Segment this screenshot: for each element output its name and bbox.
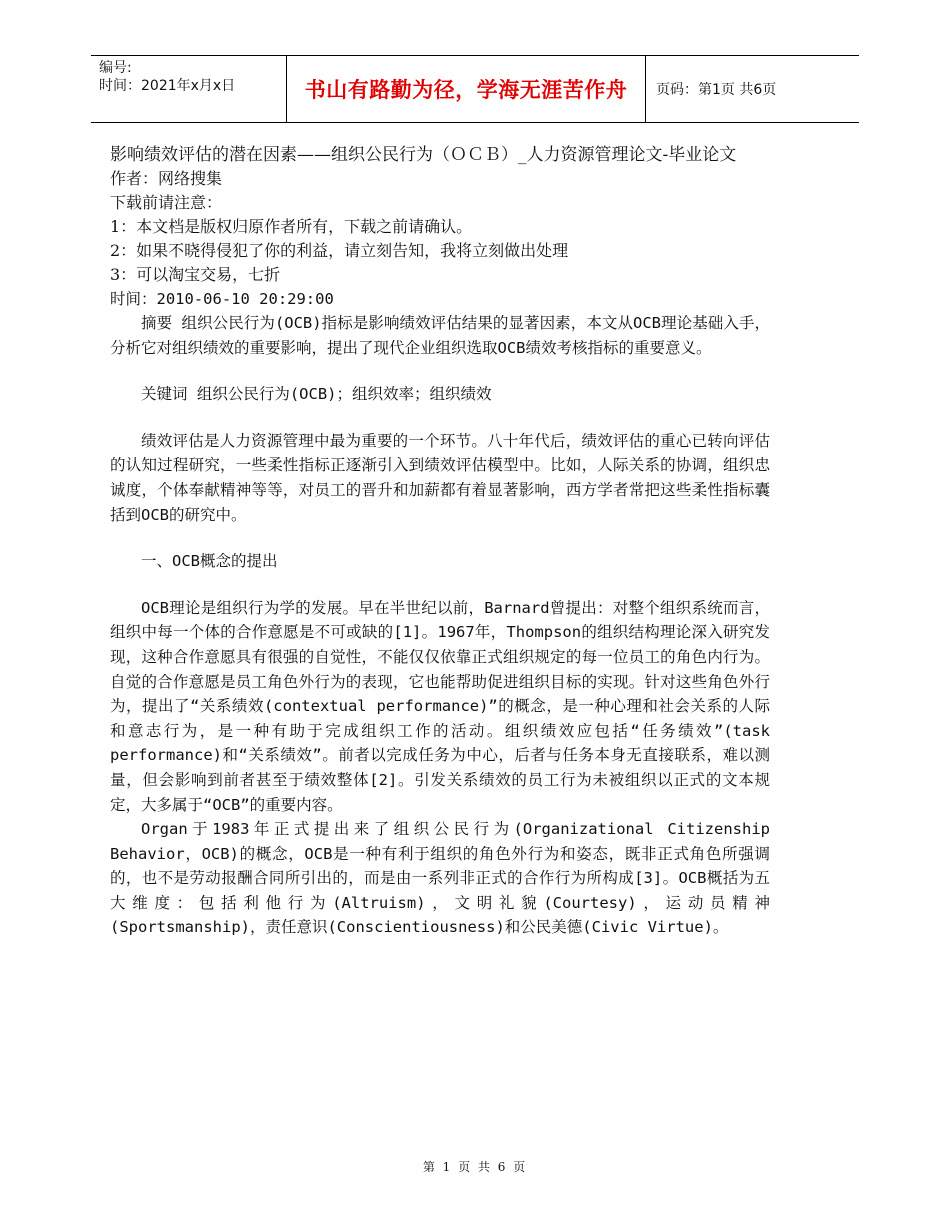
body-paragraph: OCB理论是组织行为学的发展。早在半世纪以前，Barnard曾提出：对整个组织系统而言，组织中每一个体的合作意愿是不可或缺的[1]。1967年，Thompson的组织结构理论深入研究发现，这种合作意愿具有很强的自觉性，不能仅仅依靠正式组织规定的每一位员工的角色内行为。自觉的合作意愿是员工角色外行为的表现，它也能帮助促进组织目标的实现。针对这些角色外行为，提出了“关系绩效(contextual performance)”的概念，是一种心理和社会关系的人际和意志行为，是一种有助于完成组织工作的活动。组织绩效应包括“任务绩效”(task performance)和“关系绩效”。前者以完成任务为中心，后者与任务本身无直接联系，难以测量，但会影响到前者甚至于绩效整体[2]。引发关系绩效的员工行为未被组织以正式的文本规定，大多属于“OCB”的重要内容。 [110,598,770,814]
doc-number-label: 编号: [99,60,132,76]
notice-item: 3：可以淘宝交易，七折 [110,265,281,284]
document-body [110,143,770,940]
doc-time: 时间：2010-06-10 20:29:00 [110,290,334,308]
keywords: 关键词 组织公民行为(OCB)；组织效率；组织绩效 [141,385,492,404]
header-motto: 书山有路勤为径，学海无涯苦作舟 [286,56,646,122]
header-meta [91,56,286,122]
abstract: 摘要 组织公民行为(OCB)指标是影响绩效评估结果的显著因素，本文从OCB理论基础入手，分析它对组织绩效的重要影响，提出了现代企业组织选取OCB绩效考核指标的重要意义。 [110,314,770,357]
notice-heading: 下载前请注意： [110,193,223,212]
notice-item: 2：如果不晓得侵犯了你的利益，请立刻告知，我将立刻做出处理 [110,241,569,260]
doc-time-label: 时间：2021年x月x日 [99,78,236,94]
header-page-label: 页码：第1页 共6页 [656,82,777,98]
doc-author: 作者：网络搜集 [110,169,223,188]
page-footer: 第 1 页 共 6 页 [422,1160,528,1174]
body-paragraph: Organ于1983年正式提出来了组织公民行为(Organizational Citizenship Behavior，OCB)的概念，OCB是一种有利于组织的角色外行为和姿态，既非正式角色所强调的，也不是劳动报酬合同所引出的，而是由一系列非正式的合作行为所构成[3]。OCB概括为五大维度：包括利他行为(Altruism)，文明礼貌(Courtesy)，运动员精神(Sportsmanship)，责任意识(Conscientiousness)和公民美德(Civic Virtue)。 [110,820,770,937]
doc-title: 影响绩效评估的潜在因素——组织公民行为（ＯＣＢ）_人力资源管理论文-毕业论文 [110,145,737,165]
notice-item: 1：本文档是版权归原作者所有，下载之前请确认。 [110,217,473,236]
intro-paragraph: 绩效评估是人力资源管理中最为重要的一个环节。八十年代后，绩效评估的重心已转向评估的认知过程研究，一些柔性指标正逐渐引入到绩效评估模型中。比如，人际关系的协调，组织忠诚度，个体奉献精神等等，对员工的晋升和加薪都有着显著影响，西方学者常把这些柔性指标囊括到OCB的研究中。 [110,431,770,524]
section-heading: 一、OCB概念的提出 [141,552,278,571]
page-header [91,55,859,123]
